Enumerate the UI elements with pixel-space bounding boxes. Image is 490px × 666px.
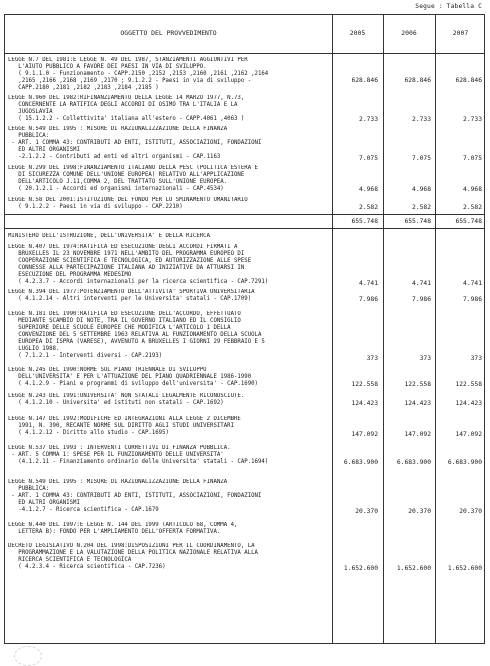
value-2007: 7.075 (463, 155, 482, 162)
value-2007: 122.558 (455, 381, 482, 388)
continuation-label: Segue : Tabella C (415, 3, 482, 10)
header-separator (5, 53, 484, 54)
total-2006: 655.748 (404, 218, 431, 225)
value-2006: 373 (419, 355, 431, 362)
value-2007: 1.652.600 (447, 565, 482, 572)
total-2007: 655.748 (455, 218, 482, 225)
value-2006: 124.423 (404, 400, 431, 407)
value-2006: 147.092 (404, 431, 431, 438)
value-2005: 7.986 (359, 296, 378, 303)
value-2006: 4.741 (412, 280, 431, 287)
total-2005: 655.748 (351, 218, 378, 225)
value-2006: 2.582 (412, 204, 431, 211)
value-2005: 2.733 (359, 116, 378, 123)
value-2005: 373 (366, 355, 378, 362)
row-description: LEGGE N.394 DEL 1977:POTENZIAMENTO DELL'ATTIVITA' SPORTIVA UNIVERSITARIA ( 4.1.2.14 - Altri interventi per le Universita' statali - CAP.1709) (8, 289, 255, 302)
value-2005: 147.092 (351, 431, 378, 438)
row-description: LEGGE N.243 DEL 1991:UNIVERSITA' NON STATALI LEGALMENTE RICONOSCIUTE. ( 4.1.2.10 - Universita' ed istituti non statali - CAP.1692) (8, 393, 245, 406)
value-2005: 628.846 (351, 77, 378, 84)
value-2005: 124.423 (351, 400, 378, 407)
value-2005: 2.582 (359, 204, 378, 211)
value-2005: 6.683.900 (343, 459, 378, 466)
row-description: LEGGE N.960 DEL 1982:RIFINANZIAMENTO DELLA LEGGE 14 MARZO 1977, N.73, CONCERNENTE LA RATIFICA DEGLI ACCORDI DI OSIMO TRA L'ITALIA E LA JUGOSLAVIA ( 15.1.2.2 - Collettivita' italiana all'estero - CAPP.4061 ,4063 ) (8, 95, 245, 122)
value-2007: 124.423 (455, 400, 482, 407)
value-2005: 122.558 (351, 381, 378, 388)
value-2007: 2.582 (463, 204, 482, 211)
column-divider (435, 15, 436, 643)
value-2007: 20.370 (459, 508, 482, 515)
row-description: LEGGE N.407 DEL 1974:RATIFICA ED ESECUZIONE DEGLI ACCORDI FIRMATI A BRUXELLES IL 23 NOVEMBRE 1971 NELL'AMBITO DEL PROGRAMMA EUROPEO DI COOPERAZIONE SCIENTIFICA E TECNOLOGICA, ED AUTORIZZAZIONE ALLE SPESE CONNESSE ALLA PARTECIPAZIONE ITALIANA AD INIZIATIVE DA ATTUARSI IN ESECUZIONE DEL PROGRAMMA MEDESIMO ( 4.2.3.7 - Accordi internazionali per la ricerca scientifica - CAP.7291) (8, 244, 269, 285)
row-description: LEGGE N.7 DEL 1981:E LEGGE N. 49 DEL 1987, STANZIAMENTI AGGIUNTIVI PER L'AIUTO PUBBLICO A FAVORE DEI PAESI IN VIA DI SVILUPPO. ( 9.1.1.0 - Funzionamento - CAPP.2150 ,2152 ,2153 ,2160 ,2161 ,2162 ,2164 ,2165 ,2166 ,2168 ,2169 ,2170 ; 9.1.2.2 - Paesi in via di sviluppo - CAPP.2180 ,2181 ,2182 ,2183 ,2184 ,2185 ) (8, 57, 269, 91)
row-description: LEGGE N.181 DEL 1990:RATIFICA ED ESECUZIONE DELL'ACCORDO, EFFETTUATO MEDIANTE SCAMBIO DI NOTE, TRA IL GOVERNO ITALIANO ED IL CONSIGLIO SUPERIORE DELLE SCUOLE EUROPEE CHE MODIFICA L'ARTICOLO 1 DELLA CONVENZIONE DEL 5 SETTEMBRE 1963 RELATIVA AL FUNZIONAMENTO DELLA SCUOLA EUROPEA DI ISPRA (VARESE), AVVENUTO A BRUXELLES I GIORNI 29 FEBBRAIO E 5 LUGLIO 1988. ( 7.1.2.1 - Interventi diversi - CAP.2193) (8, 311, 265, 359)
value-2007: 6.683.900 (447, 459, 482, 466)
value-2006: 7.986 (412, 296, 431, 303)
value-2007: 628.846 (455, 77, 482, 84)
row-description: LEGGE N.299 DEL 1998:FINANZIAMENTO ITALIANO DELLA PESC (POLITICA ESTERA E DI SICUREZZA COMUNE DELL'UNIONE EUROPEA) RELATIVO ALL'APPLICAZIONE DELL'ARTICOLO J.11,COMMA 2, DEL TRATTATO SULL'UNIONE EUROPEA. ( 20.1.2.1 - Accordi ed organismi internazionali - CAP.4534) (8, 165, 258, 192)
value-2006: 628.846 (404, 77, 431, 84)
value-2006: 4.968 (412, 186, 431, 193)
row-description: LEGGE N.537 DEL 1993 : INTERVENTI CORRETTIVI DI FINANZA PUBBLICA. - ART. 5 COMMA 1: SPESE PER IL FUNZIONAMENTO DELLE UNIVERSITA' (4.1.2.11 - Finanziamento ordinario delle Universita' statali - CAP.1694) (8, 445, 269, 465)
faded-stamp (14, 646, 42, 666)
value-2005: 4.741 (359, 280, 378, 287)
value-2006: 20.370 (408, 508, 431, 515)
value-2006: 122.558 (404, 381, 431, 388)
value-2005: 7.075 (359, 155, 378, 162)
column-header-oggetto: OGGETTO DEL PROVVEDIMENTO (120, 29, 217, 37)
value-2006: 2.733 (412, 116, 431, 123)
row-description: LEGGE N.245 DEL 1990:NORME SUL PIANO TRIENNALE DI SVILUPPO DELL'UNIVERSITA' E PER L'ATTUAZIONE DEL PIANO QUADRIENNALE 1986-1990 ( 4.1.2.9 - Piani e programmi di sviluppo dell'universita' - CAP.1690) (8, 367, 258, 387)
value-2007: 147.092 (455, 431, 482, 438)
total-separator (5, 214, 484, 215)
row-description: DECRETO LEGISLATIVO N.204 DEL 1998:DISPOSIZIONI PER IL COORDINAMENTO, LA PROGRAMMAZIONE E LA VALUTAZIONE DELLA POLITICA NAZIONALE RELATIVA ALLA RICERCA SCIENTIFICA E TECNOLOGICA ( 4.2.3.4 - Ricerca scientifica - CAP.7236) (8, 543, 258, 570)
value-2006: 1.652.600 (396, 565, 431, 572)
column-header-2006: 2006 (401, 29, 417, 37)
row-description: LEGGE N.147 DEL 1992:MODIFICHE ED INTEGRAZIONI ALLA LEGGE 2 DICEMBRE 1991, N. 390, RECANTE NORME SUL DIRITTO AGLI STUDI UNIVERSITARI ( 4.1.2.12 - Diritto allo studio - CAP.1695) (8, 416, 241, 436)
row-description: LEGGE N.58 DEL 2001:ISTITUZIONE DEL FONDO PER LO SMINAMENTO UMANITARIO ( 9.1.2.2 - Paesi in via di sviluppo - CAP.2210) (8, 197, 248, 210)
value-2005: 4.968 (359, 186, 378, 193)
row-description: LEGGE N.440 DEL 1997:E LEGGE N. 144 DEL 1999 (ARTICOLO 68, COMMA 4, LETTERA B): FONDO PER L'AMPLIAMENTO DELL'OFFERTA FORMATIVA. (8, 522, 238, 535)
value-2007: 7.986 (463, 296, 482, 303)
row-description: LEGGE N.549 DEL 1995 : MISURE DI RAZIONALIZZAZIONE DELLA FINANZA PUBBLICA: - ART. 1 COMMA 43: CONTRIBUTI AD ENTI, ISTITUTI, ASSOCIAZIONI, FONDAZIONI ED ALTRI ORGANISMI -4.1.2.7 - Ricerca scientifica - CAP.1679 (8, 479, 262, 513)
column-divider (332, 15, 333, 643)
value-2007: 4.741 (463, 280, 482, 287)
total-separator (5, 228, 484, 229)
column-header-2005: 2005 (349, 29, 366, 37)
value-2005: 20.370 (355, 508, 378, 515)
value-2006: 6.683.900 (396, 459, 431, 466)
value-2007: 2.733 (463, 116, 482, 123)
budget-table (4, 14, 485, 644)
value-2007: 4.968 (463, 186, 482, 193)
column-header-2007: 2007 (452, 29, 469, 37)
column-divider (383, 15, 384, 643)
value-2005: 1.652.600 (343, 565, 378, 572)
value-2006: 7.075 (412, 155, 431, 162)
row-description: LEGGE N.549 DEL 1995 : MISURE DI RAZIONALIZZAZIONE DELLA FINANZA PUBBLICA: - ART. 1 COMMA 43: CONTRIBUTI AD ENTI, ISTITUTI, ASSOCIAZIONI, FONDAZIONI ED ALTRI ORGANISMI -2.1.2.2 - Contributi ad enti ed altri organismi - CAP.1163 (8, 126, 262, 160)
section-title: MINISTERO DELL'ISTRUZIONE, DELL'UNIVERSITA' E DELLA RICERCA (8, 233, 211, 239)
value-2007: 373 (470, 355, 482, 362)
